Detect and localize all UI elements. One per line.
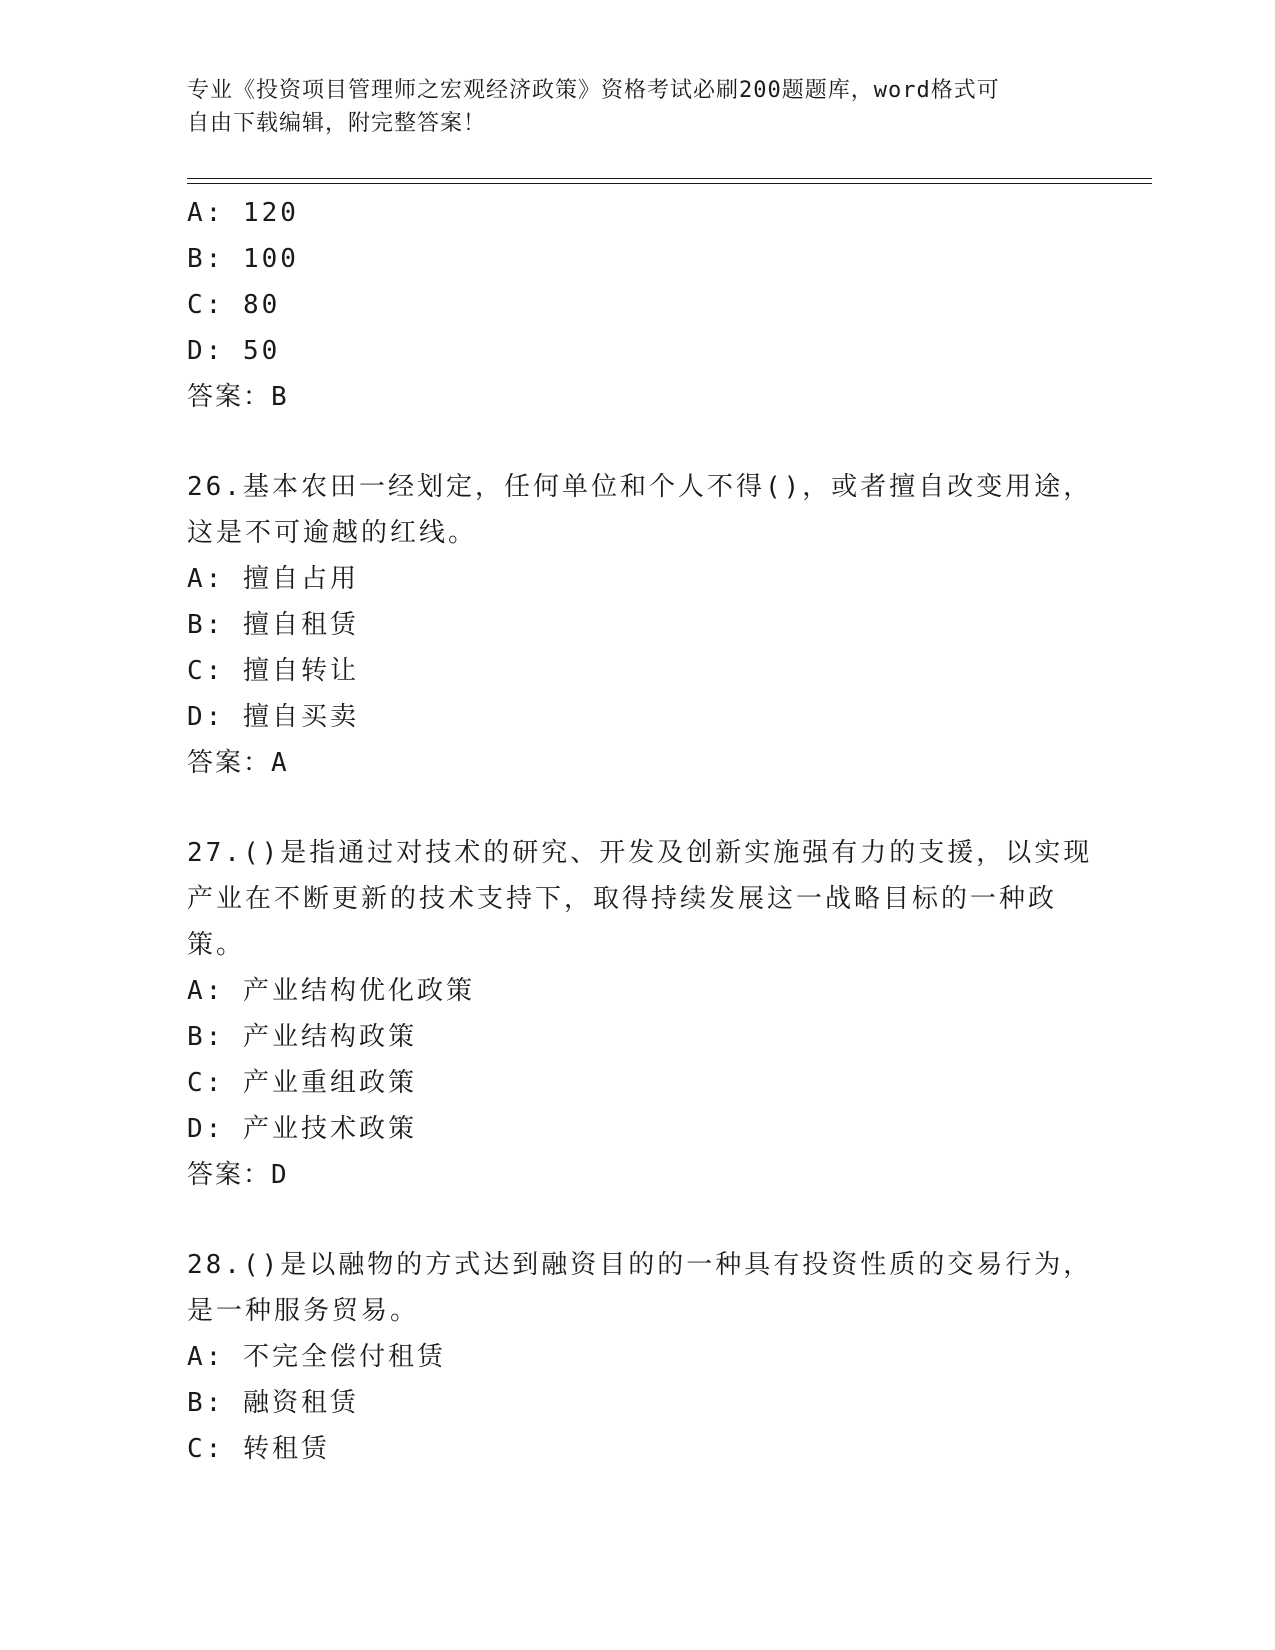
answer-line: 答案：B xyxy=(187,382,289,412)
option-b: B: 产业结构政策 xyxy=(187,1022,417,1052)
question-27 xyxy=(187,830,1093,1198)
question-stem-line: 产业在不断更新的技术支持下，取得持续发展这一战略目标的一种政 xyxy=(187,884,1058,914)
question-stem-line: 是一种服务贸易。 xyxy=(187,1296,420,1326)
header-line-2: 自由下载编辑，附完整答案！ xyxy=(187,111,487,136)
option-c: C: 产业重组政策 xyxy=(187,1068,417,1098)
question-25 xyxy=(187,190,1087,420)
question-spacer xyxy=(187,786,1087,830)
question-stem-line: 26.基本农田一经划定，任何单位和个人不得()，或者擅自改变用途， xyxy=(187,472,1093,502)
question-stem-line: 28.()是以融物的方式达到融资目的的一种具有投资性质的交易行为， xyxy=(187,1250,1093,1280)
header-divider-bottom xyxy=(187,183,1152,184)
option-d: D: 50 xyxy=(187,336,281,366)
option-d: D: 产业技术政策 xyxy=(187,1114,417,1144)
option-a: A: 产业结构优化政策 xyxy=(187,976,475,1006)
question-stem-line: 27.()是指通过对技术的研究、开发及创新实施强有力的支援，以实现 xyxy=(187,838,1093,868)
option-a: A: 120 xyxy=(187,198,299,228)
option-a: A: 不完全偿付租赁 xyxy=(187,1342,446,1372)
question-spacer xyxy=(187,420,1087,464)
option-b: B: 100 xyxy=(187,244,299,274)
option-d: D: 擅自买卖 xyxy=(187,702,359,732)
option-c: C: 转租赁 xyxy=(187,1434,330,1464)
question-stem-line: 这是不可逾越的红线。 xyxy=(187,518,478,548)
document-header xyxy=(187,74,1067,140)
option-c: C: 80 xyxy=(187,290,281,320)
option-a: A: 擅自占用 xyxy=(187,564,359,594)
answer-line: 答案：A xyxy=(187,748,289,778)
question-spacer xyxy=(187,1198,1087,1242)
header-divider-top xyxy=(187,178,1152,179)
header-line-1: 专业《投资项目管理师之宏观经济政策》资格考试必刷200题题库，word格式可 xyxy=(187,78,1000,103)
question-28 xyxy=(187,1242,1093,1472)
option-b: B: 擅自租赁 xyxy=(187,610,359,640)
question-26 xyxy=(187,464,1093,786)
option-b: B: 融资租赁 xyxy=(187,1388,359,1418)
option-c: C: 擅自转让 xyxy=(187,656,359,686)
answer-line: 答案：D xyxy=(187,1160,289,1190)
question-stem-line: 策。 xyxy=(187,930,246,960)
question-list xyxy=(187,190,1093,1472)
